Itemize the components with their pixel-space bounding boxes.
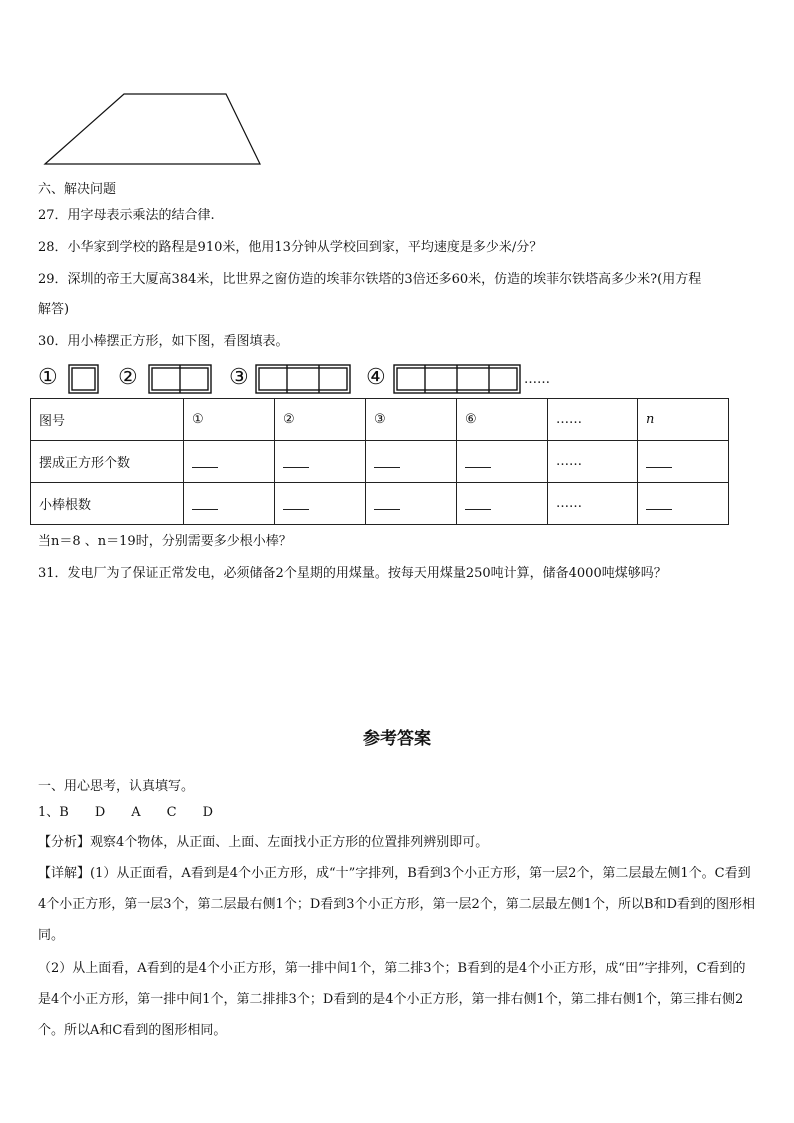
table-header-cell: ③: [366, 399, 457, 441]
figure-label-2: ②: [118, 365, 138, 390]
answer-blank[interactable]: [457, 483, 548, 525]
matchstick-figure-1: [66, 362, 102, 396]
section-heading: 六、解决问题: [38, 182, 117, 197]
figure-ellipsis: ……: [524, 372, 550, 387]
table-row: [31, 399, 729, 441]
matchstick-figure-4: [391, 362, 523, 396]
figure-label-3: ③: [229, 365, 249, 390]
answer-blank[interactable]: [184, 441, 275, 483]
answer-1: 1、B D A C D: [38, 805, 214, 820]
answer-detail-part1: 【详解】(1）从正面看，A看到是4个小正方形，成“十”字排列，B看到3个小正方形，第一层2个，第二层最左侧1个。C看到4个小正方形，第一层3个，第二层最右侧1个；D看到3个小正方形，第一层2个，第二层最左侧1个，所以B和D看到的图形相同。: [38, 866, 756, 943]
answer-blank[interactable]: [638, 483, 729, 525]
matchstick-figure-2: [146, 362, 214, 396]
table-header-cell: ⑥: [457, 399, 548, 441]
table-row: [31, 483, 729, 525]
answer-analysis: 【分析】观察4个物体，从正面、上面、左面找小正方形的位置排列辨别即可。: [38, 835, 489, 850]
question-28: 28．小华家到学校的路程是910米，他用13分钟从学校回到家，平均速度是多少米/分？: [38, 240, 543, 255]
figure-label-1: ①: [38, 365, 58, 390]
table-row-label: 摆成正方形个数: [31, 441, 184, 483]
table-header-cell: 图号: [31, 399, 184, 441]
trapezoid-figure: [40, 90, 265, 168]
matchstick-figure-3: [253, 362, 353, 396]
table-ellipsis: ……: [548, 483, 638, 525]
question-30-table: [30, 398, 729, 525]
table-row: [31, 441, 729, 483]
table-ellipsis: ……: [548, 441, 638, 483]
table-header-cell: ②: [275, 399, 366, 441]
question-29-line2: 解答): [38, 302, 70, 317]
answer-blank[interactable]: [366, 483, 457, 525]
answers-section-heading: 一、用心思考，认真填写。: [38, 779, 195, 794]
answer-blank[interactable]: [184, 483, 275, 525]
answers-title: 参考答案: [363, 729, 431, 749]
answer-detail-part2: （2）从上面看，A看到的是4个小正方形，第一排中间1个，第二排3个；B看到的是4个小正方形，成“田”字排列，C看到的是4个小正方形，第一排中间1个，第二排排3个；D看到的是4个小正方形，第一排右侧1个，第二排右侧1个，第三排右侧2个。所以A和C看到的图形相同。: [38, 961, 746, 1038]
table-row-label: 小棒根数: [31, 483, 184, 525]
answer-blank[interactable]: [457, 441, 548, 483]
question-29-line1: 29．深圳的帝王大厦高384米，比世界之窗仿造的埃菲尔铁塔的3倍还多60米，仿造的埃菲尔铁塔高多少米?(用方程: [38, 272, 702, 287]
table-header-cell: n: [638, 399, 729, 441]
question-30: 30．用小棒摆正方形，如下图，看图填表。: [38, 334, 289, 349]
answer-blank[interactable]: [275, 441, 366, 483]
answer-blank[interactable]: [275, 483, 366, 525]
question-30-followup: 当n＝8 、n＝19时，分别需要多少根小棒？: [38, 534, 292, 549]
question-27: 27．用字母表示乘法的结合律.: [38, 208, 215, 223]
answer-blank[interactable]: [638, 441, 729, 483]
answer-blank[interactable]: [366, 441, 457, 483]
table-header-cell: ……: [548, 399, 638, 441]
figure-label-4: ④: [366, 365, 386, 390]
question-31: 31．发电厂为了保证正常发电，必须储备2个星期的用煤量。按每天用煤量250吨计算，储备4000吨煤够吗？: [38, 566, 667, 581]
table-header-cell: ①: [184, 399, 275, 441]
